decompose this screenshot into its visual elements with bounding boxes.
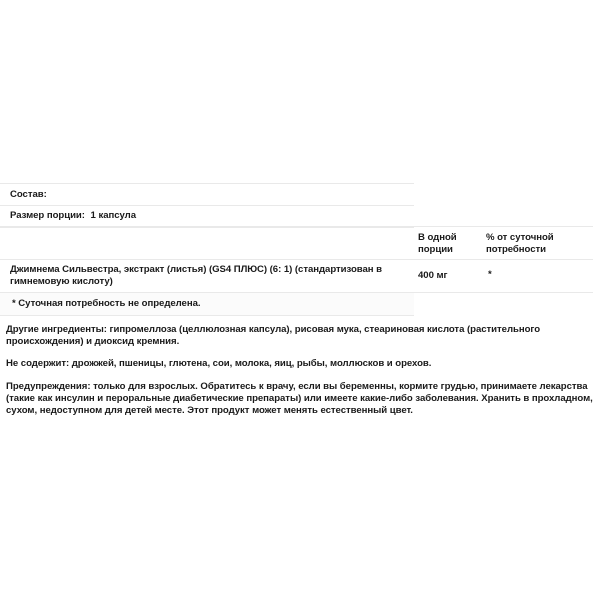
serving-size-label: Размер порции: (10, 210, 85, 221)
does-not-contain: Не содержит: дрожжей, пшеницы, глютена, сои, молока, яиц, рыбы, моллюсков и орехов. (6, 358, 432, 369)
ingredient-daily-value: * (488, 269, 492, 280)
ingredient-name: Джимнема Сильвестра, экстракт (листья) (GS4 ПЛЮС) (6: 1) (стандартизован в гимнемовую кислоту) (10, 264, 383, 287)
ingredient-amount: 400 мг (418, 270, 448, 281)
divider (0, 205, 414, 206)
column-header-daily-value: % от суточной потребности (486, 232, 554, 255)
serving-size (10, 210, 136, 222)
divider (0, 315, 414, 316)
composition-label: Состав: (10, 189, 47, 200)
footnote: * Суточная потребность не определена. (12, 298, 201, 309)
serving-size-value: 1 капсула (90, 210, 137, 221)
divider (0, 227, 414, 228)
warnings: Предупреждения: только для взрослых. Обратитесь к врачу, если вы беременны, кормите грудью, принимаете лекарства (такие как инсулин и пероральные диабетические препараты) или имеете какие-либо заболевания. Хранить в прохладном, сухом, недоступном для детей месте. Этот продукт может менять естественный цвет. (6, 381, 593, 416)
table-header-divider (0, 226, 593, 227)
table-row-divider (0, 259, 593, 260)
column-header-per-serving: В одной порции (418, 232, 457, 255)
divider (0, 183, 414, 184)
other-ingredients: Другие ингредиенты: гипромеллоза (целлюлозная капсула), рисовая мука, стеариновая кислота (растительного происхождения) и диоксид кремния. (6, 324, 541, 347)
